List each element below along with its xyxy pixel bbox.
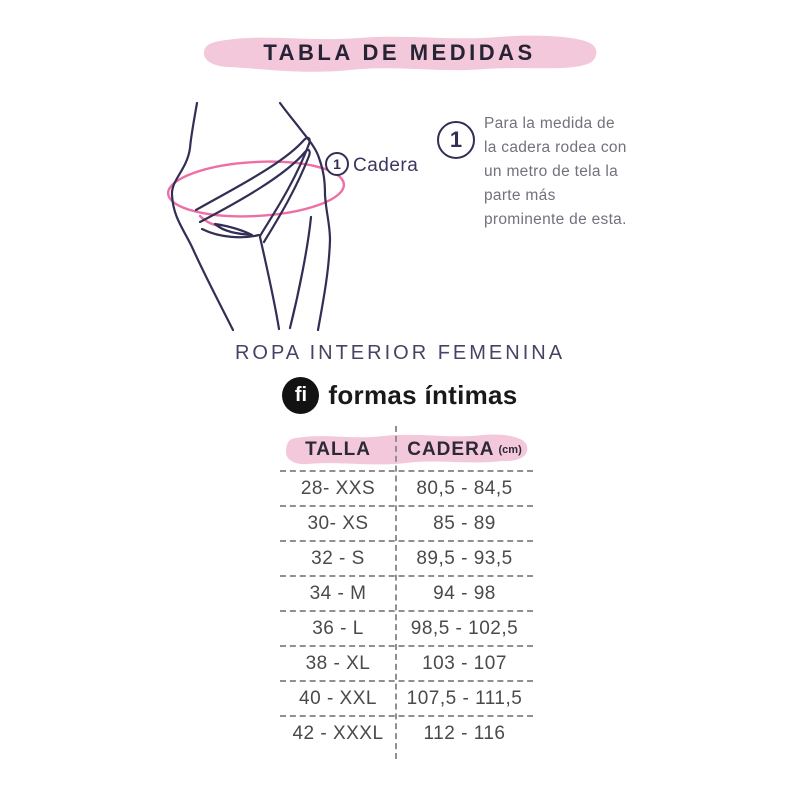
- cadera-cell: 103 - 107: [422, 652, 507, 674]
- cadera-cell: 112 - 116: [423, 722, 506, 744]
- table-row: [280, 540, 533, 575]
- table-row: [280, 575, 533, 610]
- talla-cell: 38 - XL: [305, 652, 371, 674]
- cadera-header-label: CADERA: [407, 438, 495, 460]
- brand-name: formas íntimas: [328, 380, 518, 410]
- table-header: [280, 429, 533, 470]
- instruction-line: un metro de tela la: [484, 163, 619, 180]
- table-column-divider: [395, 426, 397, 759]
- instruction-line: parte más: [484, 187, 556, 204]
- instruction-line: la cadera rodea con: [484, 139, 627, 156]
- category-heading: ROPA INTERIOR FEMENINA: [234, 342, 566, 364]
- cadera-cell: 98,5 - 102,5: [410, 617, 519, 639]
- column-header-talla: TALLA: [305, 438, 371, 460]
- table-row: [280, 680, 533, 715]
- talla-cell: 36 - L: [312, 617, 364, 639]
- talla-cell: 28- XXS: [300, 477, 376, 499]
- column-header-cadera: [396, 429, 533, 470]
- page-title: TABLA DE MEDIDAS: [263, 39, 536, 65]
- instruction-text: [484, 112, 659, 232]
- hip-line-drawing: [158, 92, 468, 337]
- talla-cell: 32 - S: [311, 547, 365, 569]
- brand-monogram-icon: fi: [282, 377, 319, 414]
- hip-figure: [158, 92, 468, 337]
- brand-logo: [0, 377, 800, 414]
- instruction-number: 1: [437, 121, 475, 159]
- cadera-cell: 107,5 - 111,5: [406, 687, 523, 709]
- cadera-callout-number: 1: [325, 152, 349, 176]
- talla-cell: 30- XS: [307, 512, 369, 534]
- size-table: [280, 429, 533, 750]
- table-row: [280, 470, 533, 505]
- cadera-cell: 89,5 - 93,5: [416, 547, 513, 569]
- instruction-line: prominente de esta.: [484, 211, 627, 228]
- table-row: [280, 610, 533, 645]
- table-row: [280, 645, 533, 680]
- instruction-line: Para la medida de: [484, 115, 615, 132]
- cadera-callout-label: Cadera: [353, 155, 419, 176]
- talla-cell: 40 - XXL: [299, 687, 377, 709]
- title-banner: [198, 31, 601, 74]
- cadera-header-unit: (cm): [498, 443, 522, 456]
- table-row: [280, 505, 533, 540]
- cadera-cell: 85 - 89: [433, 512, 496, 534]
- cadera-cell: 94 - 98: [433, 582, 496, 604]
- table-row: [280, 715, 533, 750]
- talla-cell: 34 - M: [309, 582, 367, 604]
- cadera-cell: 80,5 - 84,5: [416, 477, 513, 499]
- talla-cell: 42 - XXXL: [292, 722, 384, 744]
